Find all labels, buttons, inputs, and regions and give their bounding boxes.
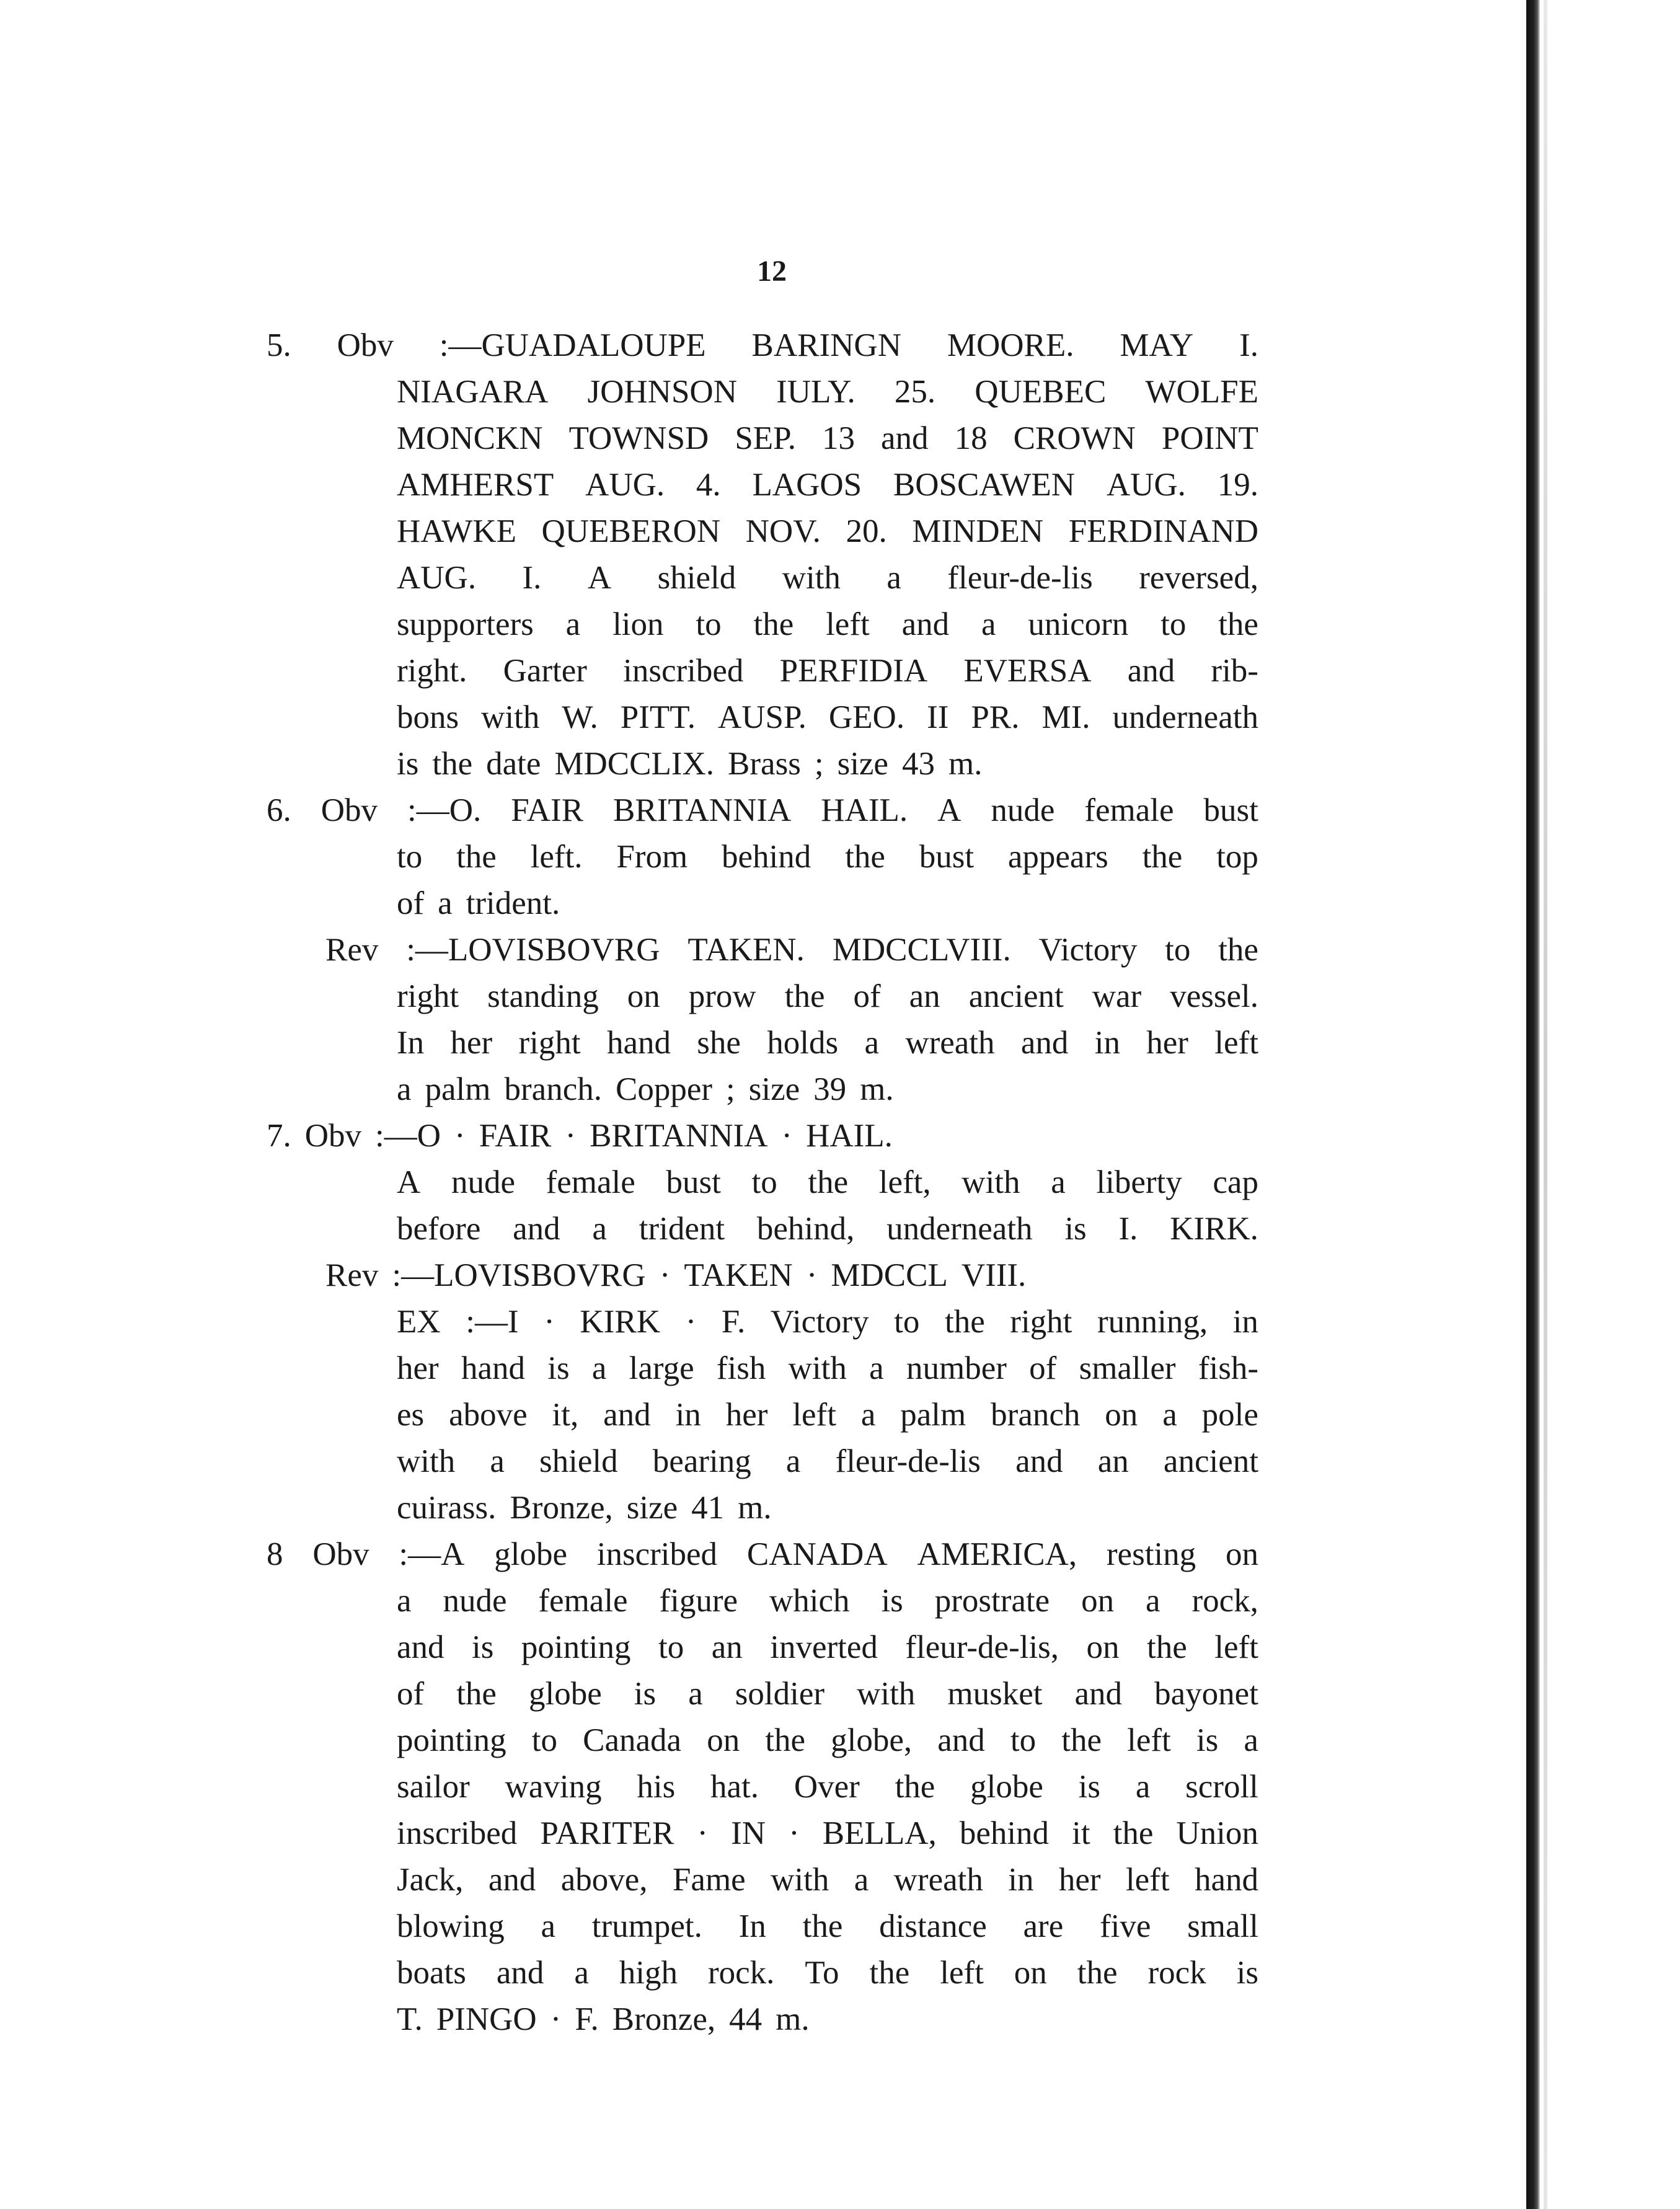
text-line: inscribed PARITER · IN · BELLA, behind it the Union xyxy=(397,1815,1258,1851)
text-line: to the left. From behind the bust appears the top xyxy=(397,839,1258,875)
catalog-entry-6 xyxy=(267,787,1258,1113)
text-line: es above it, and in her left a palm branch on a pole xyxy=(397,1397,1258,1433)
text-line: and is pointing to an inverted fleur-de-lis, on the left xyxy=(397,1629,1258,1665)
next-page-edge xyxy=(1544,0,1547,2209)
text-line: right standing on prow the of an ancient war vessel. xyxy=(397,978,1258,1014)
text-line: Jack, and above, Fame with a wreath in her left hand xyxy=(397,1862,1258,1898)
text-line: bons with W. PITT. AUSP. GEO. II PR. MI. underneath xyxy=(397,699,1258,735)
text-line: MONCKN TOWNSD SEP. 13 and 18 CROWN POINT xyxy=(397,420,1258,456)
text-line: In her right hand she holds a wreath and in her left xyxy=(397,1025,1258,1061)
catalog-entry-8 xyxy=(267,1531,1258,2043)
text-line: T. PINGO · F. Bronze, 44 m. xyxy=(397,2001,810,2037)
catalog-entry-7 xyxy=(267,1113,1258,1531)
text-line: HAWKE QUEBERON NOV. 20. MINDEN FERDINAND xyxy=(397,513,1258,549)
text-line: AMHERST AUG. 4. LAGOS BOSCAWEN AUG. 19. xyxy=(397,467,1258,503)
text-line: right. Garter inscribed PERFIDIA EVERSA and rib- xyxy=(397,653,1258,689)
text-line: A nude female bust to the left, with a liberty cap xyxy=(397,1164,1258,1200)
main-text xyxy=(267,322,1258,2043)
text-line: of the globe is a soldier with musket and bayonet xyxy=(397,1676,1258,1712)
text-line: 7. Obv :—O · FAIR · BRITANNIA · HAIL. xyxy=(267,1118,893,1154)
text-line: 5. Obv :—GUADALOUPE BARINGN MOORE. MAY I. xyxy=(267,327,1258,363)
text-line: a palm branch. Copper ; size 39 m. xyxy=(397,1071,894,1107)
text-line: a nude female figure which is prostrate on a rock, xyxy=(397,1583,1258,1619)
text-line: NIAGARA JOHNSON IULY. 25. QUEBEC WOLFE xyxy=(397,374,1258,410)
text-line: is the date MDCCLIX. Brass ; size 43 m. xyxy=(397,746,983,782)
text-line: EX :—I · KIRK · F. Victory to the right running, in xyxy=(397,1304,1258,1340)
text-line: her hand is a large fish with a number of smaller fish- xyxy=(397,1350,1258,1386)
text-line: pointing to Canada on the globe, and to the left is a xyxy=(397,1722,1258,1758)
text-line: before and a trident behind, underneath is I. KIRK. xyxy=(397,1211,1258,1247)
text-line: of a trident. xyxy=(397,885,560,921)
text-line: boats and a high rock. To the left on the rock is xyxy=(397,1955,1258,1991)
text-line: 8 Obv :—A globe inscribed CANADA AMERICA, resting on xyxy=(267,1536,1258,1572)
text-line: cuirass. Bronze, size 41 m. xyxy=(397,1490,772,1526)
text-line: blowing a trumpet. In the distance are five small xyxy=(397,1908,1258,1944)
page-number: 12 xyxy=(757,255,787,288)
text-line: with a shield bearing a fleur-de-lis and an ancient xyxy=(397,1443,1258,1479)
text-line: 6. Obv :—O. FAIR BRITANNIA HAIL. A nude female bust xyxy=(267,792,1258,828)
text-line: supporters a lion to the left and a unicorn to the xyxy=(397,606,1258,642)
text-line: AUG. I. A shield with a fleur-de-lis reversed, xyxy=(397,560,1258,596)
text-line: Rev :—LOVISBOVRG TAKEN. MDCCLVIII. Victory to the xyxy=(325,932,1258,968)
text-line: sailor waving his hat. Over the globe is a scroll xyxy=(397,1769,1258,1805)
page-binding-edge xyxy=(1526,0,1540,2209)
catalog-entry-5 xyxy=(267,322,1258,787)
text-line: Rev :—LOVISBOVRG · TAKEN · MDCCL VIII. xyxy=(325,1257,1027,1293)
